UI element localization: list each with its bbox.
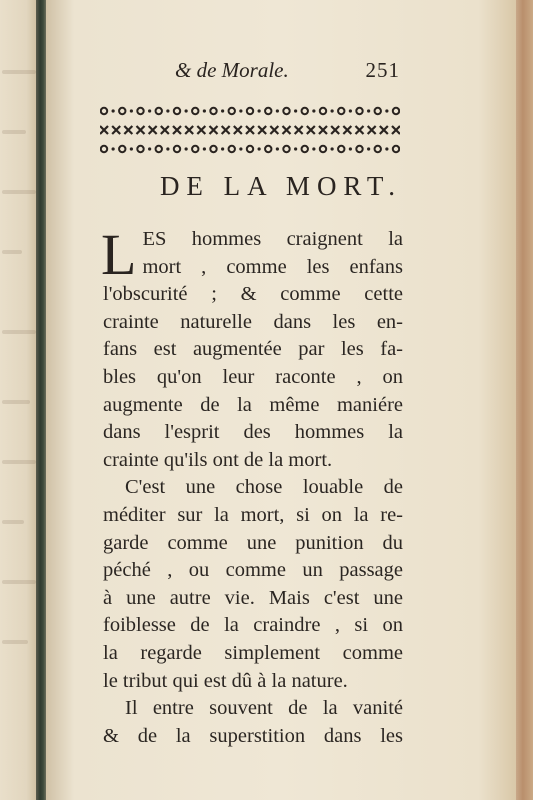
text-line: crainte naturelle dans les en-	[103, 310, 403, 333]
text-line: foiblesse de la craindre , si on	[103, 614, 403, 637]
text-line: fans est augmentée par les fa-	[103, 338, 403, 361]
running-head-title: & de Morale.	[175, 58, 289, 82]
text-line: ES hommes craignent la	[142, 228, 403, 250]
text-line: à une autre vie. Mais c'est une	[103, 586, 403, 609]
page-edge	[516, 0, 533, 800]
section-heading: DE LA MORT.	[159, 171, 403, 201]
text-line: Il entre souvent de la vanité	[125, 697, 403, 720]
text-line: dans l'esprit des hommes la	[103, 421, 403, 444]
text-line: C'est une chose louable de	[125, 476, 403, 499]
previous-page-edge	[0, 0, 38, 800]
printers-ornament-icon	[100, 103, 400, 159]
drop-cap: L	[101, 222, 137, 287]
text-line: le tribut qui est dû à la nature.	[103, 669, 348, 692]
text-line: crainte qu'ils ont de la mort.	[103, 448, 333, 471]
text-line: & de la superstition dans les	[103, 724, 403, 747]
text-line: mort , comme les enfans	[142, 255, 403, 278]
text-line: l'obscurité ; & comme cette	[103, 283, 403, 306]
text-line: méditer sur la mort, si on la re-	[103, 503, 403, 526]
text-line: la regarde simplement comme	[103, 641, 403, 664]
text-line: bles qu'on leur raconte , on	[103, 365, 403, 388]
text-line: péché , ou comme un passage	[103, 559, 403, 582]
page-number: 251	[365, 58, 400, 82]
body-text	[101, 222, 403, 750]
text-line: augmente de la même maniére	[103, 393, 403, 416]
text-line: garde comme une punition du	[103, 531, 403, 554]
running-head	[130, 58, 400, 88]
